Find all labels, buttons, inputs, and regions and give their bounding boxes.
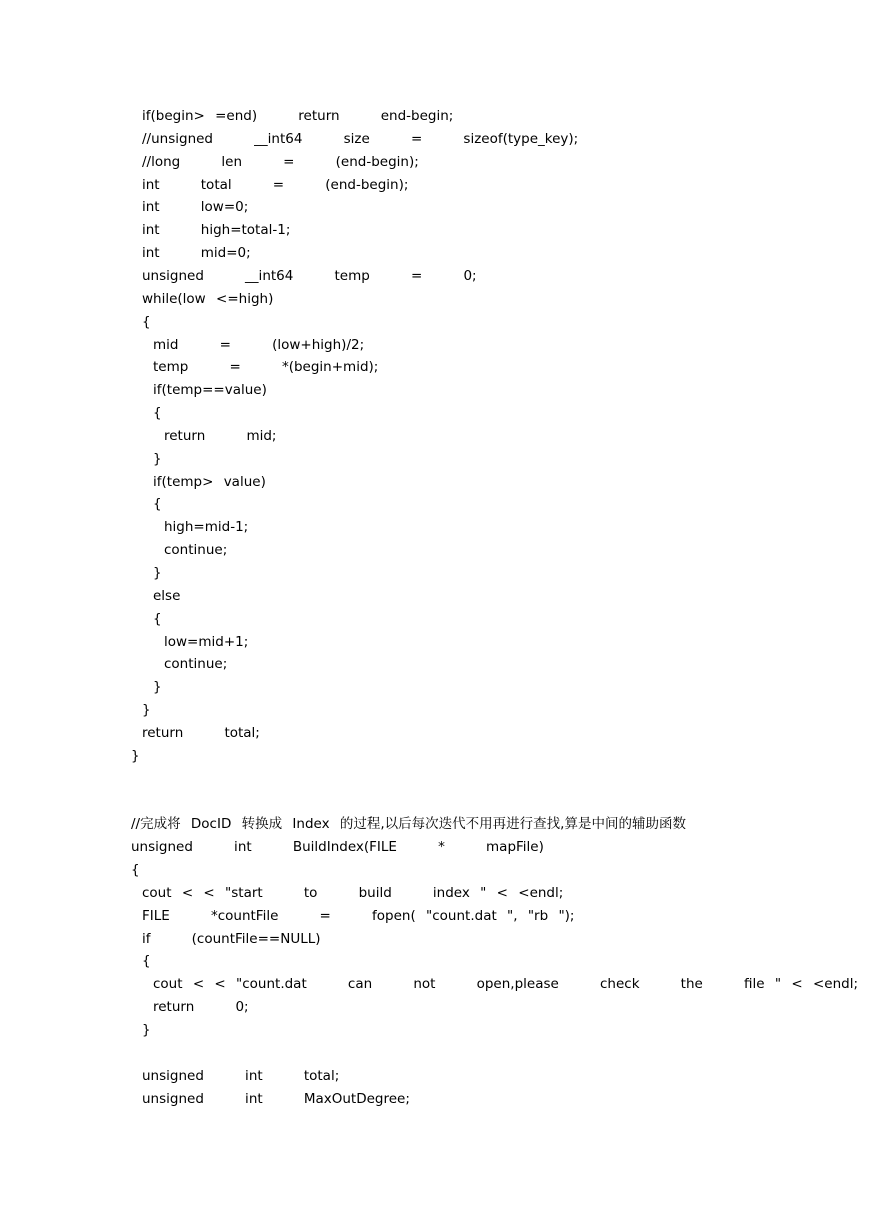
code-line: { — [142, 313, 151, 330]
code-line: } — [153, 679, 162, 696]
code-line: } — [153, 450, 162, 467]
code-line: unsigned int total; — [142, 1067, 340, 1084]
code-line: while(low <=high) — [142, 290, 274, 307]
code-line: continue; — [164, 542, 228, 559]
code-line: cout < < "count.dat can not open,please check the file " < <endl; — [153, 976, 858, 993]
code-line: high=mid-1; — [164, 519, 249, 536]
code-line: int high=total-1; — [142, 222, 291, 239]
code-line: unsigned int MaxOutDegree; — [142, 1090, 410, 1107]
code-line: int low=0; — [142, 199, 249, 216]
code-line: } — [142, 1022, 151, 1038]
code-line: //unsigned __int64 size = sizeof(type_key); — [142, 130, 579, 147]
code-line: if (countFile==NULL) — [142, 930, 321, 947]
code-line: //long len = (end-begin); — [142, 153, 419, 170]
code-line: { — [153, 610, 162, 627]
code-line: return 0; — [153, 999, 249, 1016]
code-line: { — [153, 405, 162, 422]
code-line: temp = *(begin+mid); — [153, 359, 379, 376]
code-line: int mid=0; — [142, 245, 251, 262]
code-line: unsigned int BuildIndex(FILE * mapFile) — [131, 839, 544, 856]
code-line: low=mid+1; — [164, 633, 249, 650]
code-line: } — [153, 565, 162, 581]
code-line: FILE *countFile = fopen( "count.dat ", "rb "); — [142, 907, 575, 924]
code-line: if(temp==value) — [153, 382, 267, 399]
code-line: } — [131, 747, 140, 764]
code-line: { — [131, 862, 140, 879]
code-line: int total = (end-begin); — [142, 176, 409, 193]
code-line: if(begin> =end) return end-begin; — [142, 108, 454, 124]
code-line: unsigned __int64 temp = 0; — [142, 267, 477, 284]
code-line: } — [142, 702, 151, 719]
code-line: continue; — [164, 656, 228, 673]
code-line: { — [142, 953, 151, 970]
code-line: else — [153, 587, 181, 604]
code-line: return mid; — [164, 427, 277, 444]
code-line: mid = (low+high)/2; — [153, 336, 365, 353]
code-line: //完成将 DocID 转换成 Index 的过程,以后每次迭代不用再进行查找,算是中间的辅助函数 — [131, 816, 686, 833]
code-line: if(temp> value) — [153, 473, 266, 490]
code-line: cout < < "start to build index " < <endl; — [142, 884, 564, 901]
code-line: return total; — [142, 724, 260, 741]
code-line: { — [153, 496, 162, 513]
